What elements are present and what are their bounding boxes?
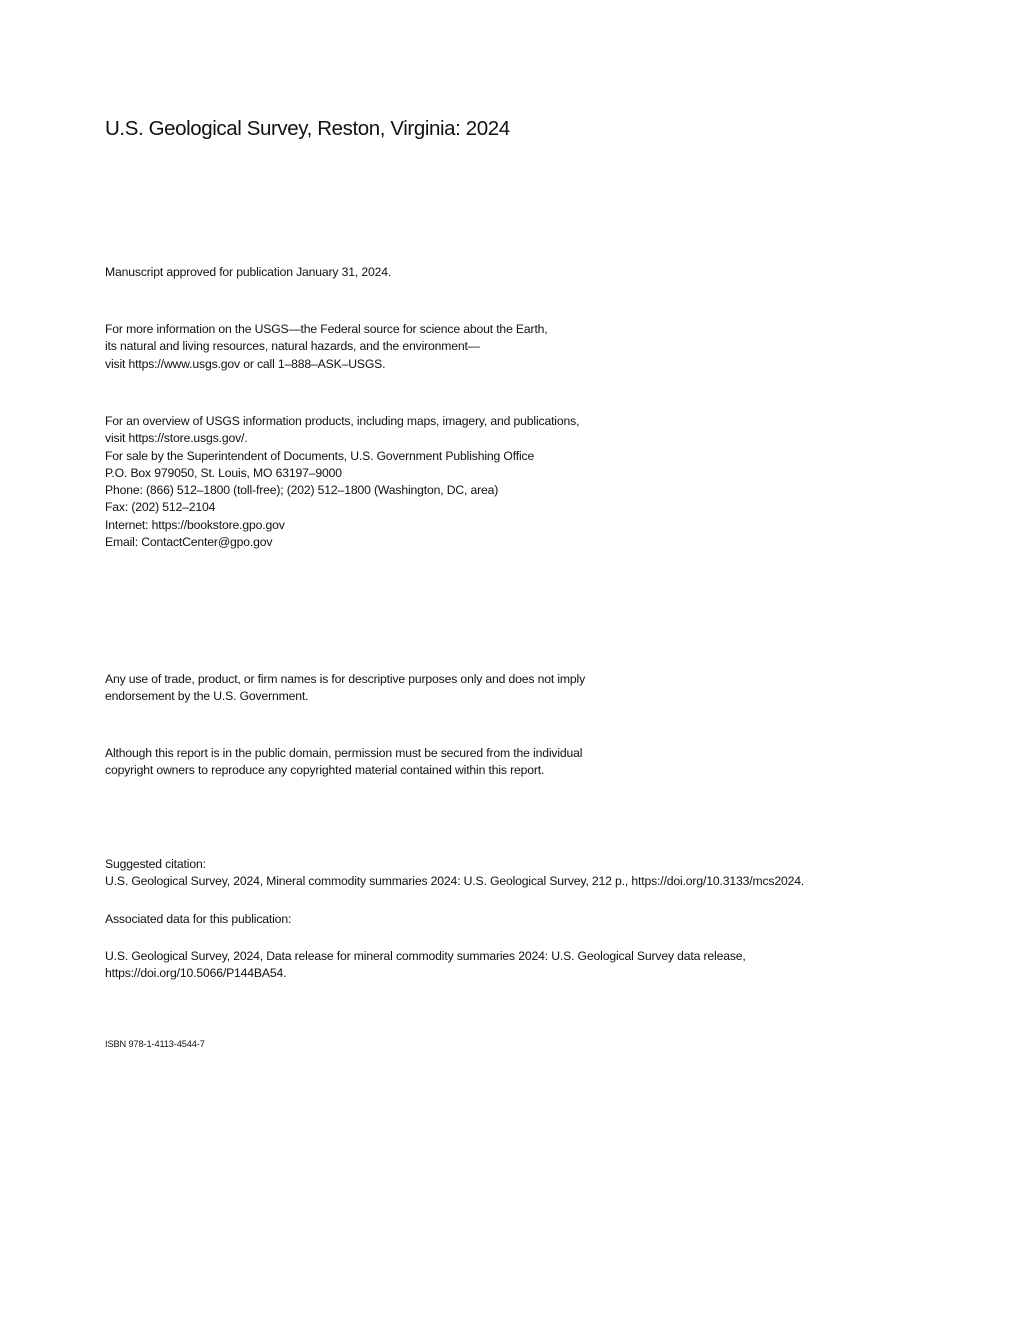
overview-paragraph (105, 413, 579, 551)
disclaimer-line: Any use of trade, product, or firm names is for descriptive purposes only and does not imply (105, 672, 586, 686)
disclaimer-paragraph (105, 671, 585, 706)
copyright-line: copyright owners to reproduce any copyrighted material contained within this report. (105, 763, 545, 778)
more-info-line: its natural and living resources, natural hazards, and the environment— (105, 339, 480, 354)
associated-data-heading: Associated data for this publication: (105, 912, 292, 926)
publisher-title: U.S. Geological Survey, Reston, Virginia: 2024 (105, 117, 510, 140)
address-line: P.O. Box 979050, St. Louis, MO 63197–9000 (105, 465, 342, 480)
disclaimer-line: endorsement by the U.S. Government. (105, 689, 309, 704)
internet-line: Internet: https://bookstore.gpo.gov (105, 517, 285, 532)
citation-section (105, 856, 804, 891)
more-info-line: For more information on the USGS—the Federal source for science about the Earth, (105, 322, 548, 336)
fax-line: Fax: (202) 512–2104 (105, 500, 216, 515)
more-info-paragraph (105, 321, 548, 373)
isbn-number: ISBN 978-1-4113-4544-7 (105, 1039, 205, 1049)
copyright-paragraph (105, 745, 582, 780)
email-line: Email: ContactCenter@gpo.gov (105, 535, 273, 550)
approval-statement: Manuscript approved for publication January 31, 2024. (105, 265, 392, 279)
more-info-line: visit https://www.usgs.gov or call 1–888–ASK–USGS. (105, 356, 386, 371)
associated-data-line: https://doi.org/10.5066/P144BA54. (105, 966, 287, 981)
citation-heading: Suggested citation: (105, 857, 206, 871)
overview-line: For an overview of USGS information products, including maps, imagery, and publications, (105, 414, 580, 428)
overview-line: visit https://store.usgs.gov/. (105, 431, 248, 446)
copyright-line: Although this report is in the public domain, permission must be secured from the individual (105, 746, 583, 760)
associated-data-line: U.S. Geological Survey, 2024, Data release for mineral commodity summaries 2024: U.S. Geological Survey data release, (105, 949, 746, 963)
sale-line: For sale by the Superintendent of Documents, U.S. Government Publishing Office (105, 448, 535, 463)
associated-data-reference (105, 948, 746, 983)
citation-text: U.S. Geological Survey, 2024, Mineral commodity summaries 2024: U.S. Geological Survey, 212 p., https://doi.org/10.3133/mcs2024. (105, 874, 805, 889)
phone-line: Phone: (866) 512–1800 (toll-free); (202) 512–1800 (Washington, DC, area) (105, 483, 499, 498)
